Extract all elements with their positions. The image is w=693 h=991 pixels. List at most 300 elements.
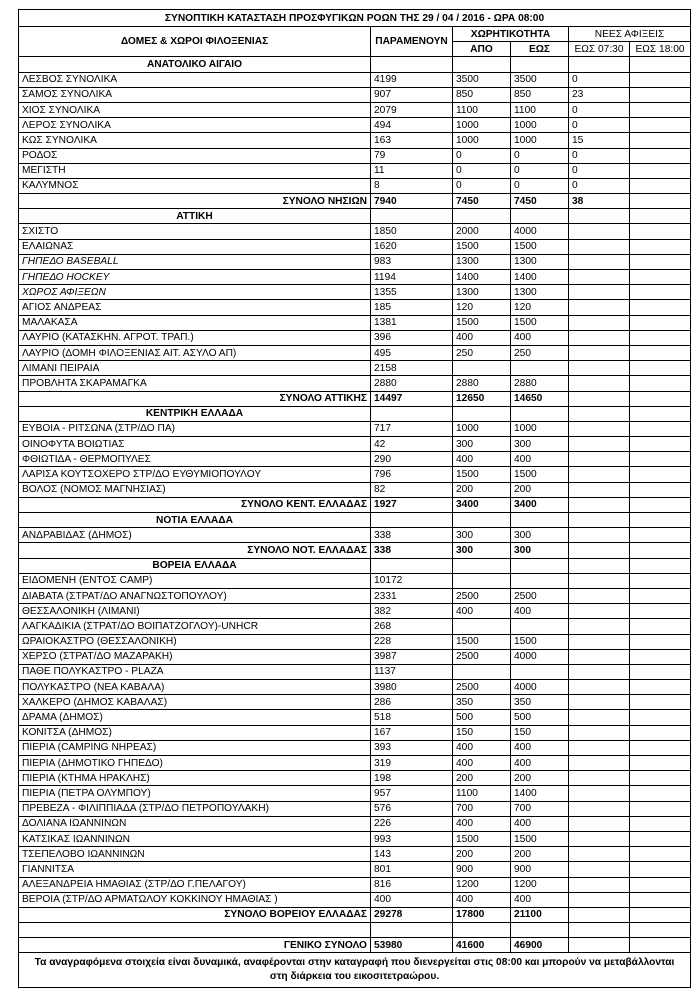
- empty-cell: [630, 406, 691, 421]
- remaining-cell: 993: [371, 831, 453, 846]
- table-row: [19, 756, 691, 771]
- facility-name: ΡΟΔΟΣ: [19, 148, 371, 163]
- facility-name: ΛΕΡΟΣ ΣΥΝΟΛΙΚΑ: [19, 118, 371, 133]
- arrivals-1800-cell: [630, 938, 691, 953]
- arrivals-0730-cell: [569, 938, 630, 953]
- total-label: ΣΥΝΟΛΟ ΚΕΝΤ. ΕΛΛΑΔΑΣ: [19, 497, 371, 512]
- capacity-to-cell: 2880: [511, 376, 569, 391]
- empty-cell: [511, 923, 569, 938]
- section-title: ΒΟΡΕΙΑ ΕΛΛΑΔΑ: [19, 558, 371, 573]
- empty-cell: [569, 513, 630, 528]
- arrivals-1800-cell: [630, 816, 691, 831]
- capacity-from-cell: [453, 361, 511, 376]
- facility-name: ΠΙΕΡΙΑ (ΠΕΤΡΑ ΟΛΥΜΠΟΥ): [19, 786, 371, 801]
- arrivals-1800-cell: [630, 87, 691, 102]
- empty-cell: [630, 209, 691, 224]
- remaining-cell: 163: [371, 133, 453, 148]
- arrivals-0730-cell: 38: [569, 194, 630, 209]
- capacity-from-cell: [453, 664, 511, 679]
- facility-name: ΛΑΡΙΣΑ ΚΟΥΤΣΟΧΕΡΟ ΣΤΡ/ΔΟ ΕΥΘΥΜΙΟΠΟΥΛΟΥ: [19, 467, 371, 482]
- capacity-from-cell: 2500: [453, 588, 511, 603]
- capacity-to-cell: 1500: [511, 831, 569, 846]
- empty-cell: [511, 209, 569, 224]
- arrivals-1800-cell: [630, 710, 691, 725]
- capacity-from-cell: 3500: [453, 72, 511, 87]
- arrivals-1800-cell: [630, 831, 691, 846]
- capacity-to-cell: 1400: [511, 270, 569, 285]
- empty-cell: [569, 209, 630, 224]
- capacity-to-cell: 7450: [511, 194, 569, 209]
- header-until-0730: ΕΩΣ 07:30: [569, 42, 630, 57]
- total-label: ΣΥΝΟΛΟ ΒΟΡΕΙΟΥ ΕΛΛΑΔΑΣ: [19, 907, 371, 922]
- capacity-to-cell: 21100: [511, 907, 569, 922]
- table-row: [19, 801, 691, 816]
- remaining-cell: 1927: [371, 497, 453, 512]
- arrivals-1800-cell: [630, 740, 691, 755]
- remaining-cell: 1381: [371, 315, 453, 330]
- arrivals-1800-cell: [630, 148, 691, 163]
- table-row: [19, 710, 691, 725]
- table-row: [19, 315, 691, 330]
- arrivals-0730-cell: [569, 619, 630, 634]
- remaining-cell: 983: [371, 254, 453, 269]
- section-title: ΑΝΑΤΟΛΙΚΟ ΑΙΓΑΙΟ: [19, 57, 371, 72]
- capacity-from-cell: 400: [453, 452, 511, 467]
- capacity-from-cell: 200: [453, 847, 511, 862]
- remaining-cell: 143: [371, 847, 453, 862]
- empty-cell: [453, 57, 511, 72]
- facility-name: ΩΡΑΙΟΚΑΣΤΡΟ (ΘΕΣΣΑΛΟΝΙΚΗ): [19, 634, 371, 649]
- capacity-to-cell: 1500: [511, 315, 569, 330]
- facility-name: ΚΟΝΙΤΣΑ (ΔΗΜΟΣ): [19, 725, 371, 740]
- arrivals-0730-cell: [569, 239, 630, 254]
- capacity-to-cell: [511, 361, 569, 376]
- empty-cell: [630, 513, 691, 528]
- table-row: [19, 588, 691, 603]
- header-facilities: ΔΟΜΕΣ & ΧΩΡΟΙ ΦΙΛΟΞΕΝΙΑΣ: [19, 27, 371, 57]
- section-row: [19, 406, 691, 421]
- arrivals-0730-cell: [569, 285, 630, 300]
- title-row: [19, 10, 691, 27]
- empty-cell: [453, 558, 511, 573]
- facility-name: ΒΕΡΟΙΑ (ΣΤΡ/ΔΟ ΑΡΜΑΤΩΛΟΥ ΚΟΚΚΙΝΟΥ ΗΜΑΘΙΑΣ ): [19, 892, 371, 907]
- arrivals-0730-cell: 0: [569, 102, 630, 117]
- capacity-to-cell: 700: [511, 801, 569, 816]
- arrivals-0730-cell: [569, 786, 630, 801]
- arrivals-1800-cell: [630, 421, 691, 436]
- remaining-cell: 42: [371, 437, 453, 452]
- arrivals-0730-cell: [569, 604, 630, 619]
- header-capacity: ΧΩΡΗΤΙΚΟΤΗΤΑ: [453, 27, 569, 42]
- table-row: [19, 877, 691, 892]
- remaining-cell: 82: [371, 482, 453, 497]
- arrivals-1800-cell: [630, 224, 691, 239]
- arrivals-0730-cell: [569, 771, 630, 786]
- arrivals-0730-cell: [569, 695, 630, 710]
- remaining-cell: 957: [371, 786, 453, 801]
- capacity-from-cell: 850: [453, 87, 511, 102]
- arrivals-1800-cell: [630, 756, 691, 771]
- capacity-to-cell: 1500: [511, 467, 569, 482]
- remaining-cell: 319: [371, 756, 453, 771]
- remaining-cell: 396: [371, 330, 453, 345]
- remaining-cell: 29278: [371, 907, 453, 922]
- facility-name: ΧΕΡΣΟ (ΣΤΡΑΤ/ΔΟ ΜΑΖΑΡΑΚΗ): [19, 649, 371, 664]
- table-row: [19, 482, 691, 497]
- capacity-to-cell: 3500: [511, 72, 569, 87]
- arrivals-1800-cell: [630, 907, 691, 922]
- table-row: [19, 421, 691, 436]
- arrivals-1800-cell: [630, 543, 691, 558]
- capacity-from-cell: 3400: [453, 497, 511, 512]
- header-remaining: ΠΑΡΑΜΕΝΟΥΝ: [371, 27, 453, 57]
- capacity-from-cell: 1500: [453, 831, 511, 846]
- facility-name: ΧΑΛΚΕΡΟ (ΔΗΜΟΣ ΚΑΒΑΛΑΣ): [19, 695, 371, 710]
- arrivals-0730-cell: [569, 801, 630, 816]
- empty-cell: [630, 57, 691, 72]
- arrivals-1800-cell: [630, 178, 691, 193]
- facility-name: ΑΓΙΟΣ ΑΝΔΡΕΑΣ: [19, 300, 371, 315]
- arrivals-1800-cell: [630, 680, 691, 695]
- arrivals-0730-cell: [569, 634, 630, 649]
- capacity-from-cell: 2500: [453, 680, 511, 695]
- capacity-to-cell: 900: [511, 862, 569, 877]
- remaining-cell: 1137: [371, 664, 453, 679]
- table-row: [19, 892, 691, 907]
- capacity-from-cell: 700: [453, 801, 511, 816]
- arrivals-1800-cell: [630, 285, 691, 300]
- table-row: [19, 740, 691, 755]
- table-row: [19, 163, 691, 178]
- capacity-to-cell: [511, 664, 569, 679]
- arrivals-1800-cell: [630, 437, 691, 452]
- capacity-from-cell: 0: [453, 163, 511, 178]
- arrivals-1800-cell: [630, 376, 691, 391]
- arrivals-0730-cell: [569, 452, 630, 467]
- total-label: ΣΥΝΟΛΟ ΝΗΣΙΩΝ: [19, 194, 371, 209]
- facility-name: ΔΡΑΜΑ (ΔΗΜΟΣ): [19, 710, 371, 725]
- arrivals-0730-cell: [569, 224, 630, 239]
- remaining-cell: 1850: [371, 224, 453, 239]
- table-row: [19, 831, 691, 846]
- capacity-to-cell: 400: [511, 816, 569, 831]
- capacity-from-cell: 120: [453, 300, 511, 315]
- header-until-1800: ΕΩΣ 18:00: [630, 42, 691, 57]
- empty-cell: [371, 57, 453, 72]
- remaining-cell: 10172: [371, 573, 453, 588]
- capacity-to-cell: 400: [511, 892, 569, 907]
- arrivals-0730-cell: 0: [569, 178, 630, 193]
- arrivals-1800-cell: [630, 482, 691, 497]
- section-row: [19, 558, 691, 573]
- remaining-cell: 185: [371, 300, 453, 315]
- header-capacity-from: ΑΠΟ: [453, 42, 511, 57]
- remaining-cell: 198: [371, 771, 453, 786]
- table-row: [19, 239, 691, 254]
- facility-name: ΕΙΔΟΜΕΝΗ (ΕΝΤΟΣ CAMP): [19, 573, 371, 588]
- table-row: [19, 270, 691, 285]
- refugee-flows-table: [18, 9, 691, 988]
- remaining-cell: 2158: [371, 361, 453, 376]
- table-row: [19, 467, 691, 482]
- arrivals-0730-cell: [569, 725, 630, 740]
- facility-name: ΔΟΛΙΑΝΑ ΙΩΑΝΝΙΝΩΝ: [19, 816, 371, 831]
- empty-cell: [453, 406, 511, 421]
- table-row: [19, 695, 691, 710]
- arrivals-0730-cell: [569, 391, 630, 406]
- remaining-cell: 11: [371, 163, 453, 178]
- facility-name: ΕΥΒΟΙΑ - ΡΙΤΣΩΝΑ (ΣΤΡ/ΔΟ ΠΑ): [19, 421, 371, 436]
- capacity-to-cell: 0: [511, 178, 569, 193]
- capacity-from-cell: [453, 573, 511, 588]
- arrivals-0730-cell: [569, 528, 630, 543]
- capacity-from-cell: 1300: [453, 285, 511, 300]
- facility-name: ΤΣΕΠΕΛΟΒΟ ΙΩΑΝΝΙΝΩΝ: [19, 847, 371, 862]
- facility-name: ΔΙΑΒΑΤΑ (ΣΤΡΑΤ/ΔΟ ΑΝΑΓΝΩΣΤΟΠΟΥΛΟΥ): [19, 588, 371, 603]
- empty-cell: [511, 558, 569, 573]
- capacity-from-cell: 2500: [453, 649, 511, 664]
- capacity-from-cell: 1100: [453, 102, 511, 117]
- capacity-to-cell: 1500: [511, 634, 569, 649]
- capacity-to-cell: 0: [511, 163, 569, 178]
- empty-cell: [371, 923, 453, 938]
- facility-name: ΑΛΕΞΑΝΔΡΕΙΑ ΗΜΑΘΙΑΣ (ΣΤΡ/ΔΟ Γ.ΠΕΛΑΓΟΥ): [19, 877, 371, 892]
- arrivals-1800-cell: [630, 649, 691, 664]
- remaining-cell: 268: [371, 619, 453, 634]
- arrivals-1800-cell: [630, 497, 691, 512]
- remaining-cell: 286: [371, 695, 453, 710]
- table-row: [19, 87, 691, 102]
- capacity-from-cell: 1500: [453, 467, 511, 482]
- total-row: [19, 938, 691, 953]
- remaining-cell: 338: [371, 528, 453, 543]
- arrivals-0730-cell: 15: [569, 133, 630, 148]
- facility-name: ΠΙΕΡΙΑ (CAMPING ΝΗΡΕΑΣ): [19, 740, 371, 755]
- remaining-cell: 796: [371, 467, 453, 482]
- total-row: [19, 543, 691, 558]
- arrivals-0730-cell: [569, 664, 630, 679]
- arrivals-0730-cell: [569, 816, 630, 831]
- capacity-from-cell: 300: [453, 528, 511, 543]
- table-row: [19, 649, 691, 664]
- capacity-from-cell: 150: [453, 725, 511, 740]
- arrivals-0730-cell: [569, 497, 630, 512]
- remaining-cell: 816: [371, 877, 453, 892]
- facility-name: ΕΛΑΙΩΝΑΣ: [19, 239, 371, 254]
- arrivals-1800-cell: [630, 194, 691, 209]
- capacity-from-cell: 1400: [453, 270, 511, 285]
- arrivals-1800-cell: [630, 771, 691, 786]
- table-row: [19, 345, 691, 360]
- capacity-from-cell: 300: [453, 437, 511, 452]
- remaining-cell: 3980: [371, 680, 453, 695]
- capacity-from-cell: 17800: [453, 907, 511, 922]
- facility-name: ΣΑΜΟΣ ΣΥΝΟΛΙΚΑ: [19, 87, 371, 102]
- section-title: ΝΟΤΙΑ ΕΛΛΑΔΑ: [19, 513, 371, 528]
- table-row: [19, 725, 691, 740]
- empty-cell: [569, 558, 630, 573]
- capacity-to-cell: 46900: [511, 938, 569, 953]
- arrivals-1800-cell: [630, 300, 691, 315]
- capacity-to-cell: 1400: [511, 786, 569, 801]
- total-row: [19, 497, 691, 512]
- capacity-to-cell: 1300: [511, 285, 569, 300]
- table-row: [19, 816, 691, 831]
- capacity-from-cell: 250: [453, 345, 511, 360]
- empty-cell: [453, 923, 511, 938]
- arrivals-1800-cell: [630, 664, 691, 679]
- capacity-from-cell: 1500: [453, 634, 511, 649]
- table-row: [19, 300, 691, 315]
- facility-name: ΜΑΛΑΚΑΣΑ: [19, 315, 371, 330]
- facility-name: ΑΝΔΡΑΒΙΔΑΣ (ΔΗΜΟΣ): [19, 528, 371, 543]
- capacity-from-cell: 1100: [453, 786, 511, 801]
- remaining-cell: 4199: [371, 72, 453, 87]
- arrivals-0730-cell: [569, 862, 630, 877]
- capacity-to-cell: 200: [511, 482, 569, 497]
- arrivals-1800-cell: [630, 588, 691, 603]
- arrivals-1800-cell: [630, 604, 691, 619]
- remaining-cell: 14497: [371, 391, 453, 406]
- table-row: [19, 224, 691, 239]
- remaining-cell: 495: [371, 345, 453, 360]
- capacity-from-cell: 900: [453, 862, 511, 877]
- capacity-from-cell: 7450: [453, 194, 511, 209]
- arrivals-0730-cell: [569, 270, 630, 285]
- remaining-cell: 494: [371, 118, 453, 133]
- arrivals-0730-cell: [569, 482, 630, 497]
- capacity-to-cell: 14650: [511, 391, 569, 406]
- arrivals-1800-cell: [630, 391, 691, 406]
- arrivals-0730-cell: 0: [569, 72, 630, 87]
- arrivals-1800-cell: [630, 573, 691, 588]
- empty-cell: [569, 57, 630, 72]
- remaining-cell: 518: [371, 710, 453, 725]
- capacity-from-cell: 200: [453, 482, 511, 497]
- arrivals-1800-cell: [630, 528, 691, 543]
- arrivals-1800-cell: [630, 345, 691, 360]
- facility-name: ΛΑΓΚΑΔΙΚΙΑ (ΣΤΡΑΤ/ΔΟ ΒΟΙΠΑΤΖΟΓΛΟΥ)-UNHCR: [19, 619, 371, 634]
- empty-cell: [371, 558, 453, 573]
- footnote-row: [19, 953, 691, 988]
- capacity-from-cell: 1000: [453, 421, 511, 436]
- remaining-cell: 907: [371, 87, 453, 102]
- footnote: Τα αναγραφόμενα στοιχεία είναι δυναμικά, αναφέρονται στην καταγραφή που διενεργείται στις 08:00 και μπορούν να μεταβάλλονται στη διάρκεια του εικοσιτετραώρου.: [19, 953, 691, 988]
- remaining-cell: 801: [371, 862, 453, 877]
- remaining-cell: 2331: [371, 588, 453, 603]
- facility-name: ΟΙΝΟΦΥΤΑ ΒΟΙΩΤΙΑΣ: [19, 437, 371, 452]
- facility-name: ΚΑΤΣΙΚΑΣ ΙΩΑΝΝΙΝΩΝ: [19, 831, 371, 846]
- arrivals-0730-cell: 0: [569, 163, 630, 178]
- remaining-cell: 226: [371, 816, 453, 831]
- total-label: ΓΕΝΙΚΟ ΣΥΝΟΛΟ: [19, 938, 371, 953]
- capacity-from-cell: 1200: [453, 877, 511, 892]
- capacity-to-cell: [511, 573, 569, 588]
- table-row: [19, 786, 691, 801]
- remaining-cell: 1620: [371, 239, 453, 254]
- capacity-from-cell: 300: [453, 543, 511, 558]
- table-row: [19, 376, 691, 391]
- remaining-cell: 393: [371, 740, 453, 755]
- capacity-to-cell: 4000: [511, 649, 569, 664]
- capacity-from-cell: 200: [453, 771, 511, 786]
- capacity-from-cell: 12650: [453, 391, 511, 406]
- capacity-to-cell: 1500: [511, 239, 569, 254]
- section-row: [19, 513, 691, 528]
- facility-name: ΚΑΛΥΜΝΟΣ: [19, 178, 371, 193]
- arrivals-1800-cell: [630, 315, 691, 330]
- remaining-cell: 338: [371, 543, 453, 558]
- empty-cell: [569, 923, 630, 938]
- table-row: [19, 285, 691, 300]
- arrivals-1800-cell: [630, 725, 691, 740]
- capacity-to-cell: 4000: [511, 680, 569, 695]
- table-row: [19, 680, 691, 695]
- arrivals-0730-cell: [569, 847, 630, 862]
- table-row: [19, 118, 691, 133]
- capacity-to-cell: 2500: [511, 588, 569, 603]
- empty-cell: [630, 558, 691, 573]
- capacity-from-cell: 400: [453, 756, 511, 771]
- facility-name: ΓΗΠΕΔΟ BASEBALL: [19, 254, 371, 269]
- capacity-from-cell: 0: [453, 178, 511, 193]
- arrivals-1800-cell: [630, 452, 691, 467]
- remaining-cell: 1194: [371, 270, 453, 285]
- arrivals-0730-cell: [569, 467, 630, 482]
- arrivals-0730-cell: [569, 437, 630, 452]
- table-row: [19, 361, 691, 376]
- empty-cell: [453, 513, 511, 528]
- remaining-cell: 2079: [371, 102, 453, 117]
- capacity-to-cell: 1200: [511, 877, 569, 892]
- remaining-cell: 8: [371, 178, 453, 193]
- capacity-to-cell: 250: [511, 345, 569, 360]
- facility-name: ΧΩΡΟΣ ΑΦΙΞΕΩΝ: [19, 285, 371, 300]
- capacity-from-cell: 0: [453, 148, 511, 163]
- arrivals-0730-cell: 0: [569, 148, 630, 163]
- capacity-to-cell: 200: [511, 771, 569, 786]
- arrivals-0730-cell: [569, 361, 630, 376]
- facility-name: ΧΙΟΣ ΣΥΝΟΛΙΚΑ: [19, 102, 371, 117]
- arrivals-0730-cell: [569, 315, 630, 330]
- arrivals-0730-cell: 0: [569, 118, 630, 133]
- arrivals-0730-cell: [569, 300, 630, 315]
- arrivals-1800-cell: [630, 862, 691, 877]
- arrivals-1800-cell: [630, 695, 691, 710]
- remaining-cell: 576: [371, 801, 453, 816]
- table-row: [19, 254, 691, 269]
- remaining-cell: 382: [371, 604, 453, 619]
- arrivals-1800-cell: [630, 118, 691, 133]
- capacity-from-cell: 350: [453, 695, 511, 710]
- remaining-cell: 228: [371, 634, 453, 649]
- facility-name: ΓΙΑΝΝΙΤΣΑ: [19, 862, 371, 877]
- remaining-cell: 7940: [371, 194, 453, 209]
- arrivals-1800-cell: [630, 634, 691, 649]
- arrivals-0730-cell: [569, 877, 630, 892]
- table-row: [19, 664, 691, 679]
- facility-name: ΠΟΛΥΚΑΣΤΡΟ (ΝΕΑ ΚΑΒΑΛΑ): [19, 680, 371, 695]
- capacity-to-cell: 150: [511, 725, 569, 740]
- capacity-from-cell: 1000: [453, 133, 511, 148]
- capacity-to-cell: 350: [511, 695, 569, 710]
- remaining-cell: 2880: [371, 376, 453, 391]
- capacity-from-cell: 1000: [453, 118, 511, 133]
- arrivals-0730-cell: [569, 680, 630, 695]
- arrivals-1800-cell: [630, 133, 691, 148]
- section-title: ΚΕΝΤΡΙΚΗ ΕΛΛΑΔΑ: [19, 406, 371, 421]
- capacity-to-cell: 300: [511, 528, 569, 543]
